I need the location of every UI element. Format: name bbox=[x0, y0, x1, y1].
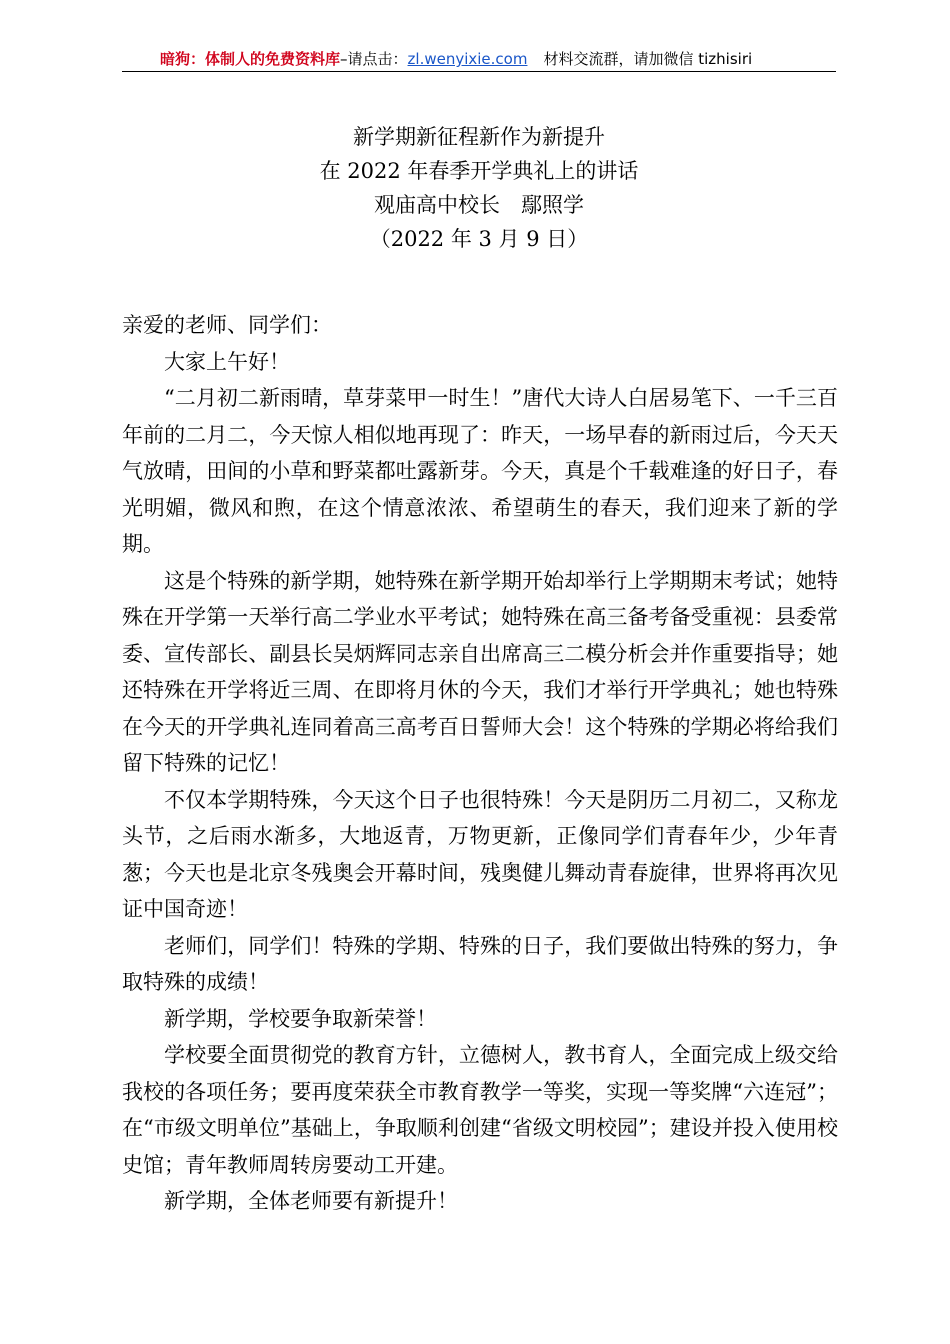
document-title: 新学期新征程新作为新提升 bbox=[353, 125, 605, 149]
title-block bbox=[122, 120, 836, 256]
paragraph: 不仅本学期特殊，今天这个日子也很特殊！今天是阴历二月初二，又称龙头节，之后雨水渐多，大地返青，万物更新，正像同学们青春年少，少年青葱；今天也是北京冬残奥会开幕时间，残奥健儿舞动青春旋律，世界将再次见证中国奇迹！ bbox=[122, 787, 838, 921]
header-link[interactable]: zl.wenyixie.com bbox=[407, 50, 528, 68]
salutation: 亲爱的老师、同学们： bbox=[122, 313, 332, 337]
document-subtitle: 在 2022 年春季开学典礼上的讲话 bbox=[319, 159, 639, 183]
paragraph-heading: 新学期，学校要争取新荣誉！ bbox=[164, 1006, 437, 1031]
paragraph: 这是个特殊的新学期，她特殊在新学期开始却举行上学期期末考试；她特殊在开学第一天举行高二学业水平考试；她特殊在高三备考备受重视：县委常委、宣传部长、副县长吴炳辉同志亲自出席高三二模分析会并作重要指导；她还特殊在开学将近三周、在即将月休的今天，我们才举行开学典礼；她也特殊在今天的开学典礼连同着高三高考百日誓师大会！这个特殊的学期必将给我们留下特殊的记忆！ bbox=[122, 568, 838, 775]
header-divider bbox=[122, 71, 836, 72]
document-body bbox=[122, 307, 838, 1220]
document-date: （2022 年 3 月 9 日） bbox=[369, 227, 589, 251]
paragraph: “二月初二新雨晴，草芽菜甲一时生！”唐代大诗人白居易笔下、一千三百年前的二月二，今天惊人相似地再现了：昨天，一场早春的新雨过后，今天天气放晴，田间的小草和野菜都吐露新芽。今天，真是个千载难逢的好日子，春光明媚，微风和煦，在这个情意浓浓、希望萌生的春天，我们迎来了新的学期。 bbox=[122, 386, 838, 556]
paragraph-greeting: 大家上午好！ bbox=[164, 349, 290, 374]
header-brand: 暗狗：体制人的免费资料库 bbox=[160, 50, 341, 68]
paragraph: 学校要全面贯彻党的教育方针，立德树人，教书育人，全面完成上级交给我校的各项任务；要再度荣获全市教育教学一等奖，实现一等奖牌“六连冠”；在“市级文明单位”基础上，争取顺利创建“省级文明校园”；建设并投入使用校史馆；青年教师周转房要动工开建。 bbox=[122, 1043, 838, 1177]
header-group-info: 材料交流群，请加微信 tizhisiri bbox=[543, 50, 753, 68]
paragraph-heading: 新学期，全体老师要有新提升！ bbox=[164, 1189, 458, 1213]
header-prompt: –请点击： bbox=[340, 50, 408, 68]
paragraph: 老师们，同学们！特殊的学期、特殊的日子，我们要做出特殊的努力，争取特殊的成绩！ bbox=[122, 933, 838, 994]
document-author: 观庙高中校长 鄢照学 bbox=[374, 193, 584, 217]
page-header bbox=[122, 46, 836, 72]
